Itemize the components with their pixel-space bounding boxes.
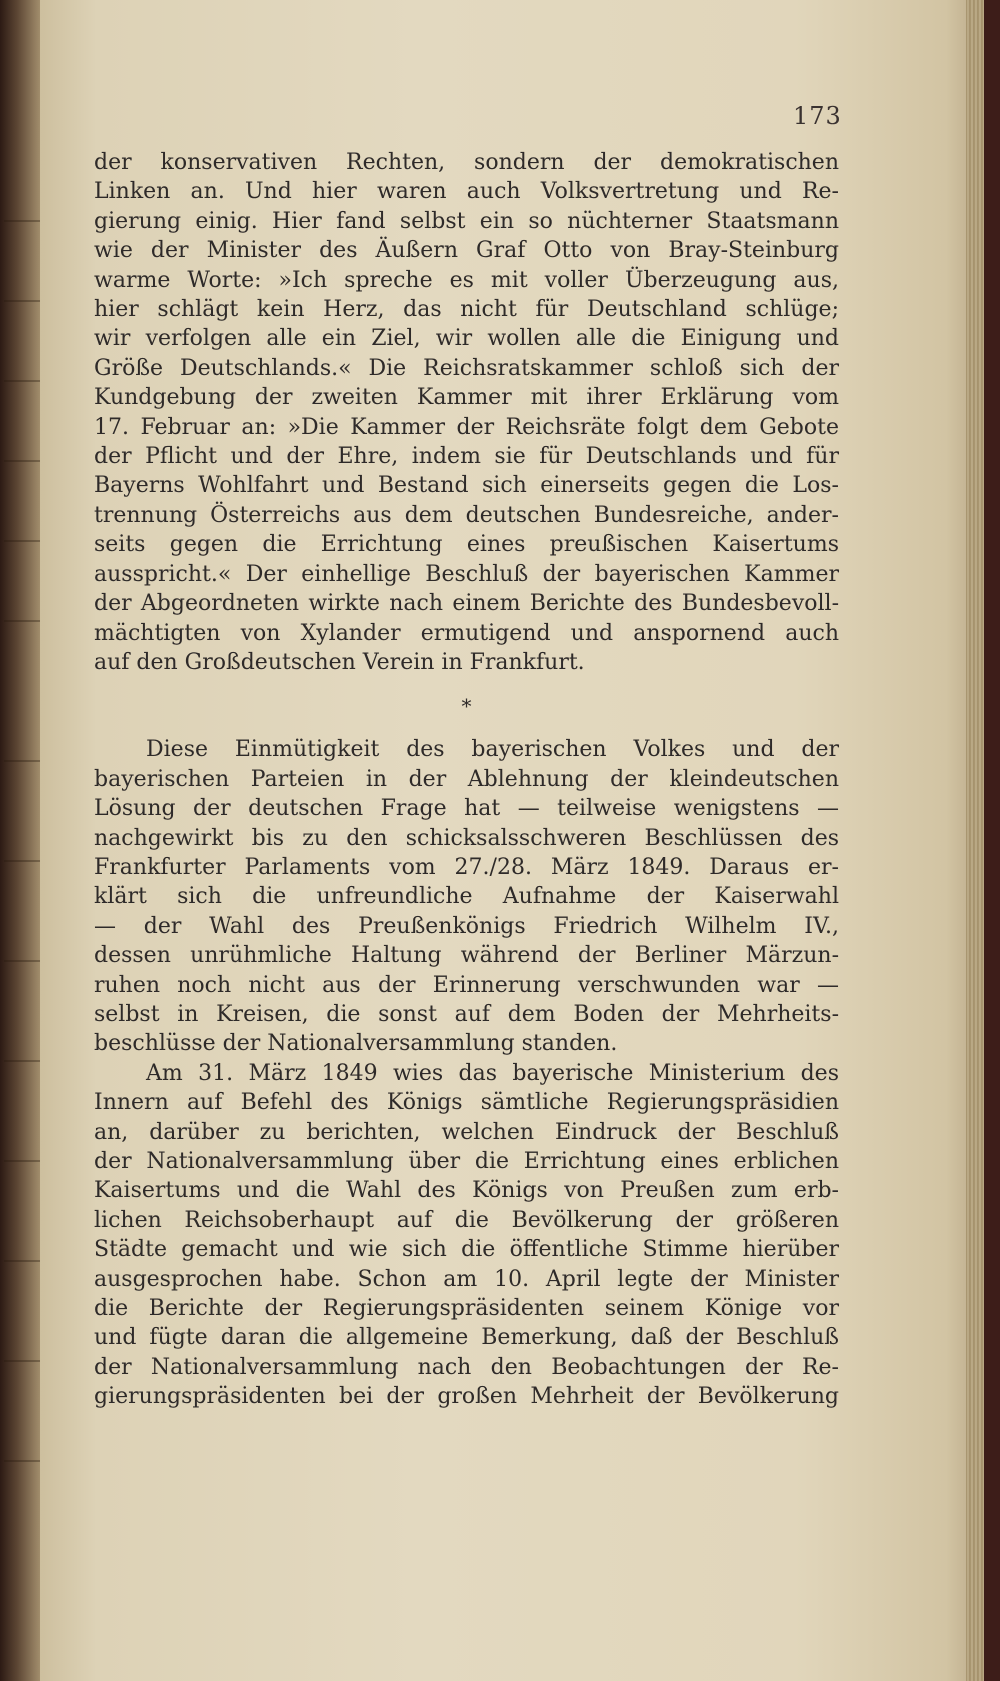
text-line: ruhen noch nicht aus der Erinnerung verschwunden war —: [94, 972, 839, 998]
text-line: ausspricht.« Der einhellige Beschluß der bayerischen Kammer: [94, 561, 839, 587]
text-line: selbst in Kreisen, die sonst auf dem Boden der Mehrheits-: [94, 1001, 839, 1027]
text-line: beschlüsse der Nationalversammlung standen.: [94, 1031, 618, 1057]
paragraph-2: [94, 735, 839, 1058]
text-line: an, darüber zu berichten, welchen Eindruck der Beschluß: [94, 1119, 839, 1145]
text-line: und fügte daran die allgemeine Bemerkung, daß der Beschluß: [94, 1325, 839, 1351]
text-line: mächtigten von Xylander ermutigend und anspornend auch: [94, 620, 839, 646]
text-line: dessen unrühmliche Haltung während der Berliner Märzun-: [94, 943, 839, 969]
text-line: Innern auf Befehl des Königs sämtliche Regierungspräsidien: [94, 1090, 839, 1116]
body-text: [94, 148, 839, 1412]
text-line: hier schlägt kein Herz, das nicht für Deutschland schlüge;: [94, 297, 839, 323]
text-line: der Abgeordneten wirkte nach einem Berichte des Bundesbevoll-: [94, 591, 839, 617]
text-line: lichen Reichsoberhaupt auf die Bevölkerung der größeren: [94, 1207, 839, 1233]
book-binding: [984, 0, 1000, 1681]
text-line: der konservativen Rechten, sondern der demokratischen: [94, 150, 839, 175]
text-line: gierungspräsidenten bei der großen Mehrheit der Bevölkerung: [94, 1384, 839, 1410]
text-line: Frankfurter Parlaments vom 27./28. März 1849. Daraus er-: [94, 854, 839, 880]
text-line: nachgewirkt bis zu den schicksalsschweren Beschlüssen des: [94, 825, 839, 851]
text-line: Am 31. März 1849 wies das bayerische Ministerium des: [146, 1060, 839, 1086]
page-number: 173: [793, 102, 842, 130]
text-line: die Berichte der Regierungspräsidenten seinem Könige vor: [94, 1296, 839, 1322]
text-line: der Pflicht und der Ehre, indem sie für Deutschlands und für: [94, 444, 839, 470]
text-line: klärt sich die unfreundliche Aufnahme der Kaiserwahl: [94, 884, 839, 910]
paragraph-1: [94, 148, 839, 677]
text-line: Kundgebung der zweiten Kammer mit ihrer Erklärung vom: [94, 385, 839, 411]
text-line: trennung Österreichs aus dem deutschen Bundesreiche, ander-: [94, 502, 839, 528]
text-line: warme Worte: »Ich spreche es mit voller Überzeugung aus,: [94, 267, 839, 293]
text-line: seits gegen die Errichtung eines preußischen Kaisertums: [94, 532, 839, 558]
text-line: Kaisertums und die Wahl des Königs von Preußen zum erb-: [94, 1178, 839, 1204]
text-line: Bayerns Wohlfahrt und Bestand sich einerseits gegen die Los-: [94, 473, 839, 499]
text-line: auf den Großdeutschen Verein in Frankfurt.: [94, 649, 585, 675]
text-line: Linken an. Und hier waren auch Volksvertretung und Re-: [94, 179, 839, 205]
paragraph-3: [94, 1059, 839, 1412]
text-line: Diese Einmütigkeit des bayerischen Volkes und der: [146, 737, 839, 763]
text-line: ausgesprochen habe. Schon am 10. April legte der Minister: [94, 1266, 839, 1292]
text-line: — der Wahl des Preußenkönigs Friedrich Wilhelm IV.,: [94, 913, 839, 939]
text-line: Städte gemacht und wie sich die öffentliche Stimme hierüber: [94, 1237, 839, 1263]
text-line: wir verfolgen alle ein Ziel, wir wollen alle die Einigung und: [94, 326, 839, 352]
text-line: wie der Minister des Äußern Graf Otto von Bray-Steinburg: [94, 238, 839, 264]
page-edge: [966, 0, 984, 1681]
section-separator: *: [461, 694, 472, 719]
text-line: Größe Deutschlands.« Die Reichsratskammer schloß sich der: [94, 355, 839, 381]
text-line: der Nationalversammlung über die Errichtung eines erblichen: [94, 1149, 839, 1174]
text-line: gierung einig. Hier fand selbst ein so nüchterner Staatsmann: [94, 208, 839, 234]
text-line: bayerischen Parteien in der Ablehnung der kleindeutschen: [94, 766, 839, 792]
text-line: 17. Februar an: »Die Kammer der Reichsräte folgt dem Gebote: [94, 414, 839, 440]
text-line: der Nationalversammlung nach den Beobachtungen der Re-: [94, 1354, 839, 1380]
text-line: Lösung der deutschen Frage hat — teilweise wenigstens —: [94, 796, 839, 822]
